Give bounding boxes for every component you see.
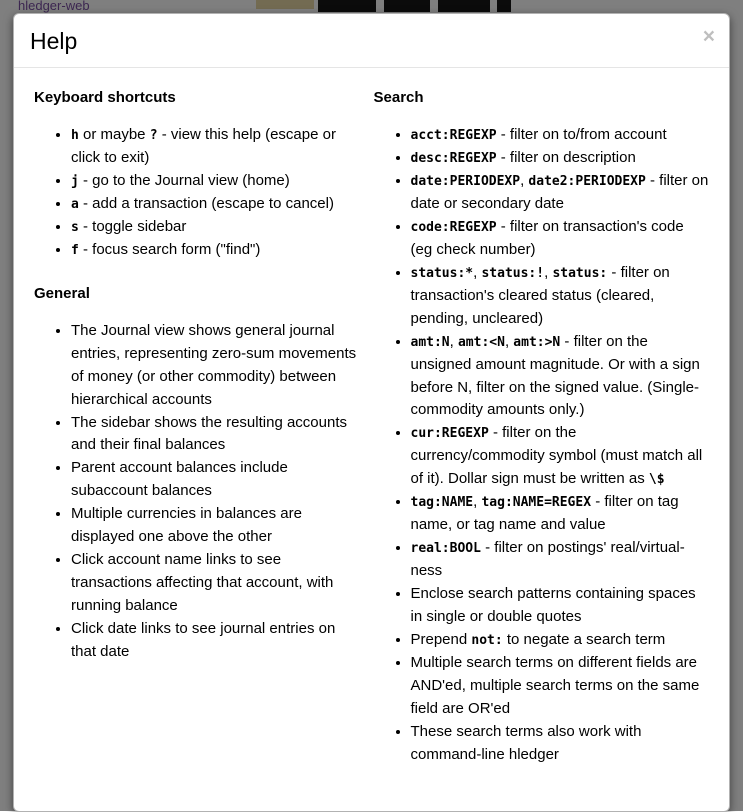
- text-segment: - view this help (escape or click to exit): [71, 126, 336, 167]
- text-segment: The Journal view shows general journal entries, representing zero-sum movements of money (or other commodity) between hierarchical accounts: [71, 321, 357, 408]
- list-item: [411, 721, 710, 767]
- list-item: [71, 618, 360, 664]
- text-segment: or maybe: [78, 126, 150, 144]
- inline-code: h: [71, 128, 79, 144]
- text-segment: - go to the Journal view (home): [78, 172, 290, 190]
- text-segment: - filter on the currency/commodity symbol (must match all of it). Dollar sign must be written as: [410, 424, 703, 488]
- section-heading-general: General: [34, 284, 90, 302]
- search-list: [374, 124, 710, 766]
- text-segment: - add a transaction (escape to cancel): [78, 195, 334, 213]
- list-item: [71, 549, 360, 618]
- list-item: [71, 193, 360, 216]
- inline-code: amt:<N: [457, 334, 505, 350]
- text-segment: - filter on transaction's cleared status (cleared, pending, uncleared): [410, 263, 670, 327]
- close-icon[interactable]: ×: [702, 25, 715, 48]
- list-item: [411, 652, 710, 721]
- text-segment: The sidebar shows the resulting accounts and their final balances: [71, 413, 347, 454]
- inline-code: status:!: [481, 265, 545, 281]
- text-segment: Click date links to see journal entries on that date: [71, 619, 336, 660]
- help-column-left: [34, 87, 372, 787]
- text-segment: ,: [449, 332, 458, 350]
- text-segment: - filter on to/from account: [496, 126, 667, 144]
- text-segment: - filter on date or secondary date: [410, 172, 709, 213]
- text-segment: Parent account balances include subaccount balances: [71, 459, 288, 500]
- text-segment: Click account name links to see transactions affecting that account, with running balance: [71, 551, 334, 615]
- list-item: [71, 457, 360, 503]
- inline-code: ?: [149, 128, 158, 144]
- modal-header: [14, 14, 729, 68]
- text-segment: ,: [473, 493, 482, 511]
- list-item: [71, 320, 360, 412]
- inline-code: amt:>N: [513, 334, 561, 350]
- text-segment: ,: [504, 332, 514, 350]
- inline-code: date2:PERIODEXP: [528, 174, 646, 190]
- keyboard-shortcuts-list: [34, 124, 360, 262]
- list-item: [411, 147, 710, 170]
- inline-code: tag:NAME=REGEX: [481, 495, 592, 511]
- list-item: [411, 216, 710, 262]
- inline-code: acct:REGEXP: [410, 128, 497, 144]
- list-item: [411, 629, 710, 652]
- text-segment: Prepend: [410, 630, 472, 648]
- list-item: [71, 503, 360, 549]
- list-item: [71, 216, 360, 239]
- inline-code: status:*: [410, 265, 474, 281]
- text-segment: to negate a search term: [502, 630, 666, 648]
- section-heading-keyboard-shortcuts: Keyboard shortcuts: [34, 89, 176, 107]
- text-segment: Multiple currencies in balances are displayed one above the other: [71, 505, 302, 546]
- inline-code: tag:NAME: [410, 495, 474, 511]
- text-segment: ,: [520, 172, 529, 190]
- inline-code: s: [71, 219, 79, 235]
- inline-code: a: [71, 197, 79, 213]
- help-column-right: [372, 87, 710, 787]
- text-segment: Multiple search terms on different fields are AND'ed, multiple search terms on the same field are OR'ed: [410, 653, 700, 717]
- inline-code: not:: [471, 632, 503, 648]
- text-segment: Enclose search patterns containing spaces in single or double quotes: [410, 584, 696, 625]
- list-item: [411, 422, 710, 491]
- list-item: [411, 124, 710, 147]
- text-segment: - filter on the unsigned amount magnitude. Or with a sign before N, filter on the signed value. (Single-commodity amounts only.): [410, 332, 700, 419]
- inline-code: status:: [552, 265, 608, 281]
- general-list: [34, 320, 360, 664]
- inline-code: desc:REGEXP: [410, 151, 497, 167]
- help-modal: [13, 13, 730, 812]
- list-item: [411, 583, 710, 629]
- list-item: [411, 331, 710, 423]
- list-item: [71, 239, 360, 262]
- text-segment: - focus search form ("find"): [78, 240, 261, 258]
- inline-code: real:BOOL: [410, 541, 481, 557]
- list-item: [411, 262, 710, 331]
- list-item: [71, 124, 360, 170]
- modal-title: Help: [30, 28, 78, 54]
- inline-code: \$: [648, 472, 665, 488]
- inline-code: j: [71, 174, 79, 190]
- text-segment: - filter on transaction's code (eg check number): [410, 217, 684, 258]
- text-segment: - filter on description: [496, 149, 636, 167]
- text-segment: - filter on postings' real/virtual-ness: [410, 539, 685, 580]
- list-item: [411, 491, 710, 537]
- text-segment: ,: [473, 263, 482, 281]
- text-segment: ,: [544, 263, 553, 281]
- list-item: [71, 412, 360, 458]
- text-segment: - toggle sidebar: [78, 217, 187, 235]
- text-segment: - filter on tag name, or tag name and value: [410, 493, 679, 534]
- list-item: [411, 170, 710, 216]
- list-item: [411, 537, 710, 583]
- list-item: [71, 170, 360, 193]
- text-segment: These search terms also work with command-line hledger: [410, 722, 642, 763]
- inline-code: cur:REGEXP: [410, 426, 489, 442]
- inline-code: f: [71, 242, 79, 258]
- inline-code: code:REGEXP: [410, 219, 497, 235]
- inline-code: amt:N: [410, 334, 450, 350]
- modal-body: [14, 68, 729, 811]
- section-heading-search: Search: [373, 89, 424, 107]
- inline-code: date:PERIODEXP: [410, 174, 521, 190]
